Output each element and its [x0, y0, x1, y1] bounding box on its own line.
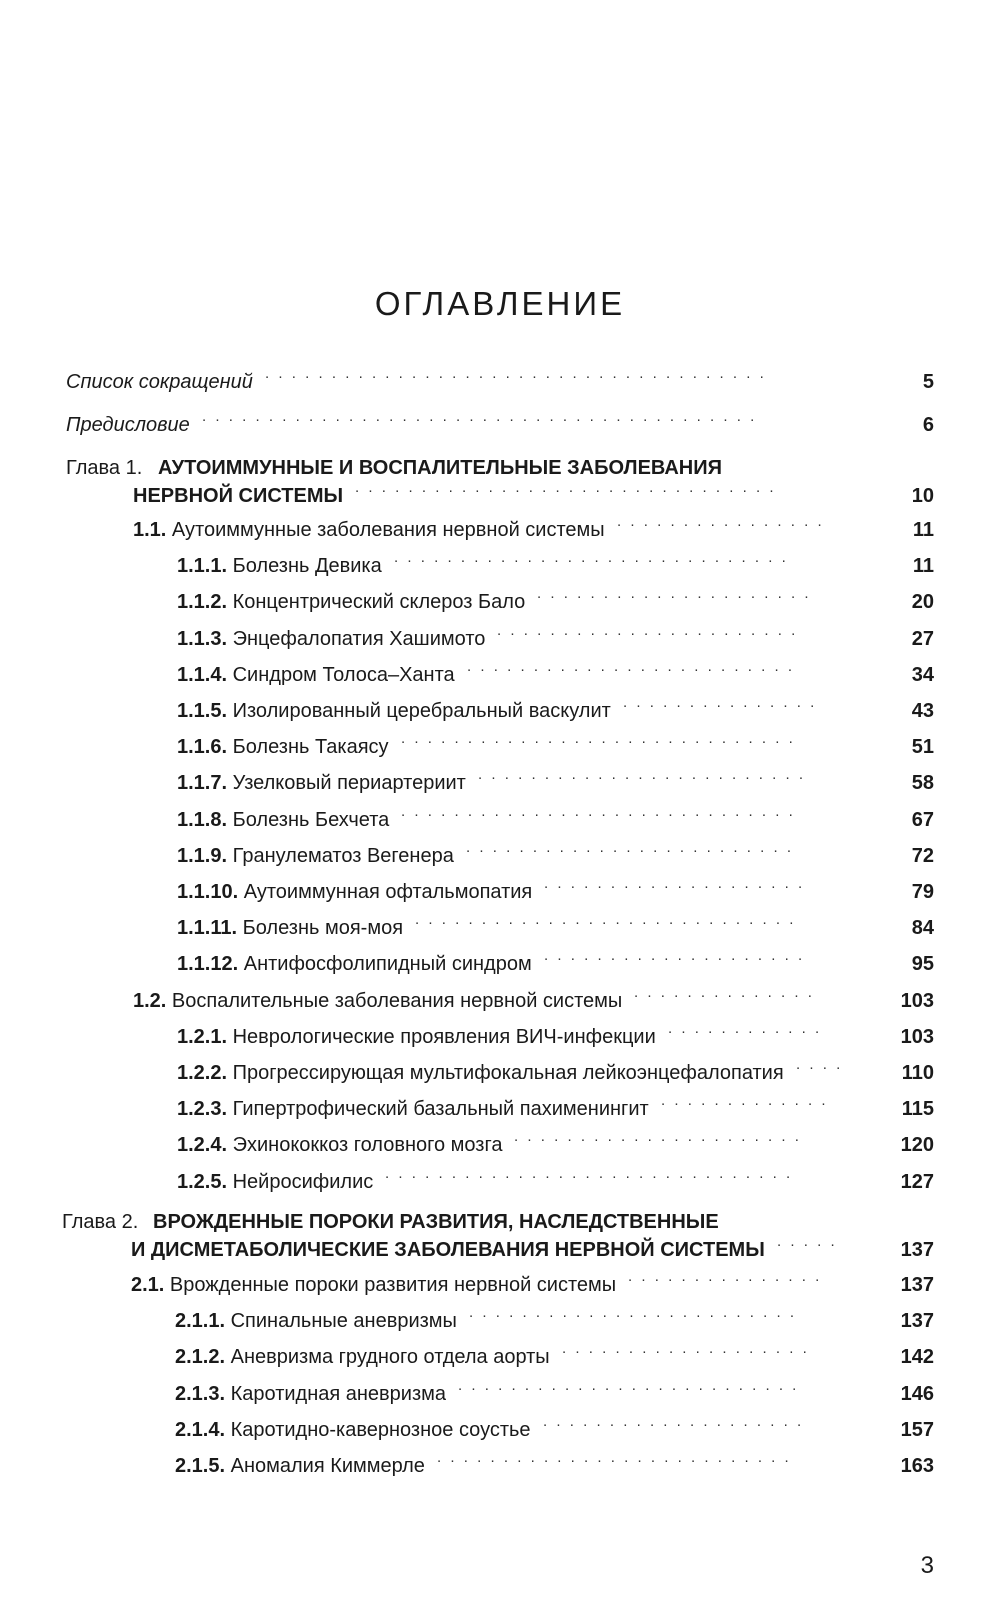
toc-entry-number: 1.2.5.	[177, 1170, 228, 1193]
toc-entry-title: Аневризма грудного отдела аорты	[230, 1346, 550, 1369]
leader-dots: .....................	[537, 585, 818, 603]
toc-entry-page: 6	[922, 414, 934, 436]
toc-entry-page: 163	[900, 1455, 934, 1477]
chapter-title-line1: ВРОЖДЕННЫЕ ПОРОКИ РАЗВИТИЯ, НАСЛЕДСТВЕННЫЕ	[153, 1211, 719, 1233]
toc-entry-title: Узелковый периартериит	[232, 772, 466, 795]
leader-dots: .....	[777, 1233, 844, 1250]
toc-entry-number: 1.1.4.	[177, 663, 228, 686]
toc-entry-title: Каротидно-кавернозное соустье	[230, 1418, 531, 1441]
toc-entry-page: 142	[900, 1346, 934, 1369]
toc-subsection[interactable]	[0, 802, 1000, 835]
toc-subsection[interactable]	[0, 587, 1000, 617]
toc-subsection[interactable]	[0, 838, 1000, 871]
toc-subsection[interactable]	[0, 1130, 1000, 1160]
toc-subsection[interactable]	[0, 1412, 1000, 1445]
toc-entry-text	[177, 877, 532, 907]
toc-entry-number: 2.1.4.	[175, 1418, 226, 1441]
toc-entry-title: Болезнь Девика	[232, 555, 382, 578]
toc-entry-title: Болезнь моя-моя	[242, 917, 404, 940]
toc-entry-text	[175, 1415, 531, 1445]
toc-entry-number: 1.2.3.	[177, 1098, 228, 1121]
toc-entry-page: 72	[911, 844, 934, 867]
toc-subsection[interactable]	[0, 1376, 1000, 1409]
toc-entry-title: Список сокращений	[66, 371, 253, 393]
toc-entry-text	[177, 949, 532, 979]
toc-entry-title: Изолированный церебральный васкулит	[232, 700, 611, 722]
leader-dots: ..........................................	[202, 408, 764, 425]
toc-subsection[interactable]	[0, 1451, 1000, 1481]
toc-entry-page: 67	[911, 808, 934, 831]
toc-entry-text	[177, 624, 485, 654]
toc-entry-number: 1.2.2.	[177, 1062, 228, 1084]
toc-entry-title: Предисловие	[66, 414, 190, 436]
toc-entry-text	[177, 913, 403, 943]
toc-entry-page: 137	[900, 1310, 934, 1333]
toc-entry-title: Антифосфолипидный синдром	[243, 953, 532, 976]
leader-dots: .............................	[415, 911, 803, 929]
chapter-title-line1: АУТОИММУННЫЕ И ВОСПАЛИТЕЛЬНЫЕ ЗАБОЛЕВАНИЯ	[158, 457, 722, 479]
toc-entry-title: Синдром Толоса–Ханта	[232, 663, 455, 686]
toc-entry-number: 2.1.	[131, 1274, 165, 1296]
leader-dots: .........................	[469, 1304, 804, 1322]
leader-dots: ..........................	[458, 1376, 806, 1394]
leader-dots: ......................................	[265, 365, 773, 382]
toc-entry-page: 110	[901, 1062, 934, 1084]
toc-entry-title: Энцефалопатия Хашимото	[232, 627, 486, 650]
toc-entry-number: 1.2.1.	[177, 1025, 228, 1048]
toc-subsection[interactable]	[0, 1058, 1000, 1088]
leader-dots: ...................	[562, 1340, 816, 1358]
toc-entry-page: 115	[901, 1098, 934, 1121]
leader-dots: .............	[661, 1092, 835, 1110]
toc-entry-page: 34	[911, 663, 934, 686]
toc-entry-text	[177, 1022, 656, 1052]
toc-section[interactable]	[0, 983, 1000, 1016]
leader-dots: ....	[796, 1056, 850, 1073]
page-number: 3	[920, 1552, 934, 1579]
leader-dots: .......................	[497, 621, 805, 639]
toc-entry-title: Аутоиммунная офтальмопатия	[243, 881, 533, 903]
toc-entry-page: 146	[900, 1382, 934, 1405]
toc-subsection[interactable]	[0, 768, 1000, 798]
toc-entry-page: 51	[911, 736, 934, 759]
leader-dots: ...............	[628, 1268, 829, 1285]
toc-entry-title: Неврологические проявления ВИЧ-инфекции	[232, 1025, 656, 1048]
toc-entry-page: 11	[912, 555, 934, 578]
page-title: ОГЛАВЛЕНИЕ	[374, 285, 626, 322]
leader-dots: .........................	[478, 766, 813, 784]
toc-subsection[interactable]	[0, 1342, 1000, 1372]
toc-entry-number: 2.1.1.	[175, 1310, 226, 1333]
leader-dots: ..............	[634, 983, 822, 1001]
leader-dots: ..............................	[401, 730, 803, 748]
toc-entry-text	[175, 1306, 457, 1336]
toc-entry-text	[177, 696, 611, 726]
leader-dots: .........................	[466, 838, 801, 856]
toc-entry-number: 2.1.5.	[175, 1455, 226, 1477]
leader-dots: ...............	[623, 694, 824, 711]
leader-dots: ....................	[544, 947, 812, 965]
toc-entry-number: 2.1.2.	[175, 1346, 226, 1369]
toc-subsection[interactable]	[0, 551, 1000, 581]
leader-dots: ....................	[543, 1412, 811, 1430]
toc-subsection[interactable]	[0, 1306, 1000, 1336]
toc-entry-text	[177, 1094, 649, 1124]
toc-subsection[interactable]	[0, 1019, 1000, 1052]
toc-entry-text	[177, 587, 525, 617]
toc-entry-page: 84	[911, 917, 934, 940]
toc-entry-title: Каротидная аневризма	[230, 1382, 446, 1405]
toc-subsection[interactable]	[0, 621, 1000, 654]
toc-entry-page: 157	[900, 1418, 934, 1441]
toc-entry-text	[133, 515, 605, 545]
toc-entry-number: 1.1.3.	[177, 627, 228, 650]
leader-dots: ................	[617, 513, 831, 530]
toc-subsection[interactable]	[0, 657, 1000, 690]
toc-entry-page: 20	[911, 591, 934, 614]
chapter-heading-cont[interactable]	[0, 1235, 1000, 1265]
toc-subsection[interactable]	[0, 1094, 1000, 1124]
toc-entry-title: Аутоиммунные заболевания нервной системы	[171, 519, 605, 541]
toc-subsection[interactable]	[0, 877, 1000, 907]
toc-entry-number: 1.2.	[133, 989, 167, 1012]
toc-entry-number: 1.1.7.	[177, 772, 228, 795]
leader-dots: ..............................	[401, 802, 803, 820]
toc-entry-text	[177, 1167, 373, 1197]
toc-entry-title: Спинальные аневризмы	[230, 1310, 457, 1333]
chapter-title-line2: НЕРВНОЙ СИСТЕМЫ	[133, 485, 344, 507]
leader-dots: ...............................	[385, 1164, 800, 1182]
toc-subsection[interactable]	[0, 949, 1000, 979]
toc-entry-title: Гипертрофический базальный пахименингит	[232, 1098, 649, 1121]
toc-entry-title: Врожденные пороки развития нервной системы	[169, 1274, 617, 1296]
toc-entry-title: Аномалия Киммерле	[230, 1455, 425, 1477]
toc-entry-title: Эхинококкоз головного мозга	[232, 1134, 503, 1157]
toc-entry-title: Болезнь Бехчета	[232, 808, 390, 831]
toc-entry-number: 1.1.10.	[177, 881, 239, 903]
toc-entry-number: 1.1.8.	[177, 808, 228, 831]
toc-entry-title: Болезнь Такаясу	[232, 736, 389, 759]
toc-entry-number: 1.1.1.	[177, 555, 228, 578]
toc-entry-title: Прогрессирующая мультифокальная лейкоэнцефалопатия	[232, 1062, 784, 1084]
toc-entry-text	[175, 1342, 550, 1372]
toc-entry-number: 1.1.2.	[177, 591, 228, 614]
toc-subsection[interactable]	[0, 1164, 1000, 1197]
toc-entry-title: Нейросифилис	[232, 1170, 374, 1193]
toc-entry-page: 43	[911, 700, 934, 722]
toc-entry-number: 1.2.4.	[177, 1134, 228, 1157]
chapter-label: Глава 2.	[62, 1211, 139, 1233]
leader-dots: ....................	[544, 875, 812, 892]
toc-entry-number: 1.1.12.	[177, 953, 239, 976]
toc-entry-text	[133, 986, 622, 1016]
toc-entry-number: 1.1.5.	[177, 700, 228, 722]
toc-entry-title: Гранулематоз Вегенера	[232, 844, 454, 867]
toc-entry-page: 79	[911, 881, 934, 903]
toc-entry-number: 2.1.3.	[175, 1382, 226, 1405]
toc-entry-text	[175, 1379, 446, 1409]
toc-entry-page: 58	[911, 772, 934, 795]
toc-entry-number: 1.1.9.	[177, 844, 228, 867]
toc-entry-page: 27	[911, 627, 934, 650]
chapter-page: 10	[911, 485, 934, 507]
leader-dots: ......................	[514, 1128, 809, 1146]
toc-entry-page: 127	[900, 1170, 934, 1193]
toc-entry-text	[177, 841, 454, 871]
chapter-label: Глава 1.	[66, 457, 143, 479]
toc-entry-text	[177, 1058, 784, 1088]
toc-entry-title: Воспалительные заболевания нервной системы	[171, 989, 623, 1012]
toc-entry-text	[131, 1270, 616, 1300]
chapter-title-line2: И ДИСМЕТАБОЛИЧЕСКИЕ ЗАБОЛЕВАНИЯ НЕРВНОЙ СИСТЕМЫ	[131, 1239, 765, 1261]
toc-subsection[interactable]	[0, 732, 1000, 762]
toc-entry-text	[175, 1451, 425, 1481]
toc-entry-page: 103	[900, 989, 934, 1012]
toc-entry-page: 103	[900, 1025, 934, 1048]
leader-dots: ...........................	[437, 1449, 798, 1466]
toc-subsection[interactable]	[0, 696, 1000, 726]
toc-entry-text	[177, 660, 455, 690]
toc-entry-page: 137	[900, 1274, 934, 1296]
leader-dots: ............	[668, 1019, 829, 1037]
leader-dots: ..............................	[394, 549, 796, 567]
toc-entry-text	[177, 732, 389, 762]
toc-entry-number: 1.1.6.	[177, 736, 228, 759]
leader-dots: .........................	[467, 657, 802, 675]
toc-entry-title: Концентрический склероз Бало	[232, 591, 526, 614]
toc-entry-number: 1.1.	[133, 519, 167, 541]
toc-entry-text	[177, 768, 466, 798]
toc-entry-page: 120	[900, 1134, 934, 1157]
leader-dots: ................................	[355, 479, 783, 496]
toc-entry-page: 5	[922, 371, 934, 393]
toc-section[interactable]	[0, 1270, 1000, 1300]
toc-subsection[interactable]	[0, 913, 1000, 943]
toc-entry-preface[interactable]	[0, 410, 1000, 440]
toc-entry-abbreviations[interactable]	[0, 367, 1000, 397]
toc-entry-page: 95	[911, 953, 934, 976]
toc-section[interactable]	[0, 515, 1000, 545]
toc-entry-number: 1.1.11.	[177, 917, 238, 940]
toc-entry-text	[177, 551, 382, 581]
toc-entry-page: 11	[912, 519, 934, 541]
chapter-page: 137	[900, 1239, 934, 1261]
toc-entry-text	[177, 1130, 502, 1160]
toc-entry-text	[177, 805, 389, 835]
